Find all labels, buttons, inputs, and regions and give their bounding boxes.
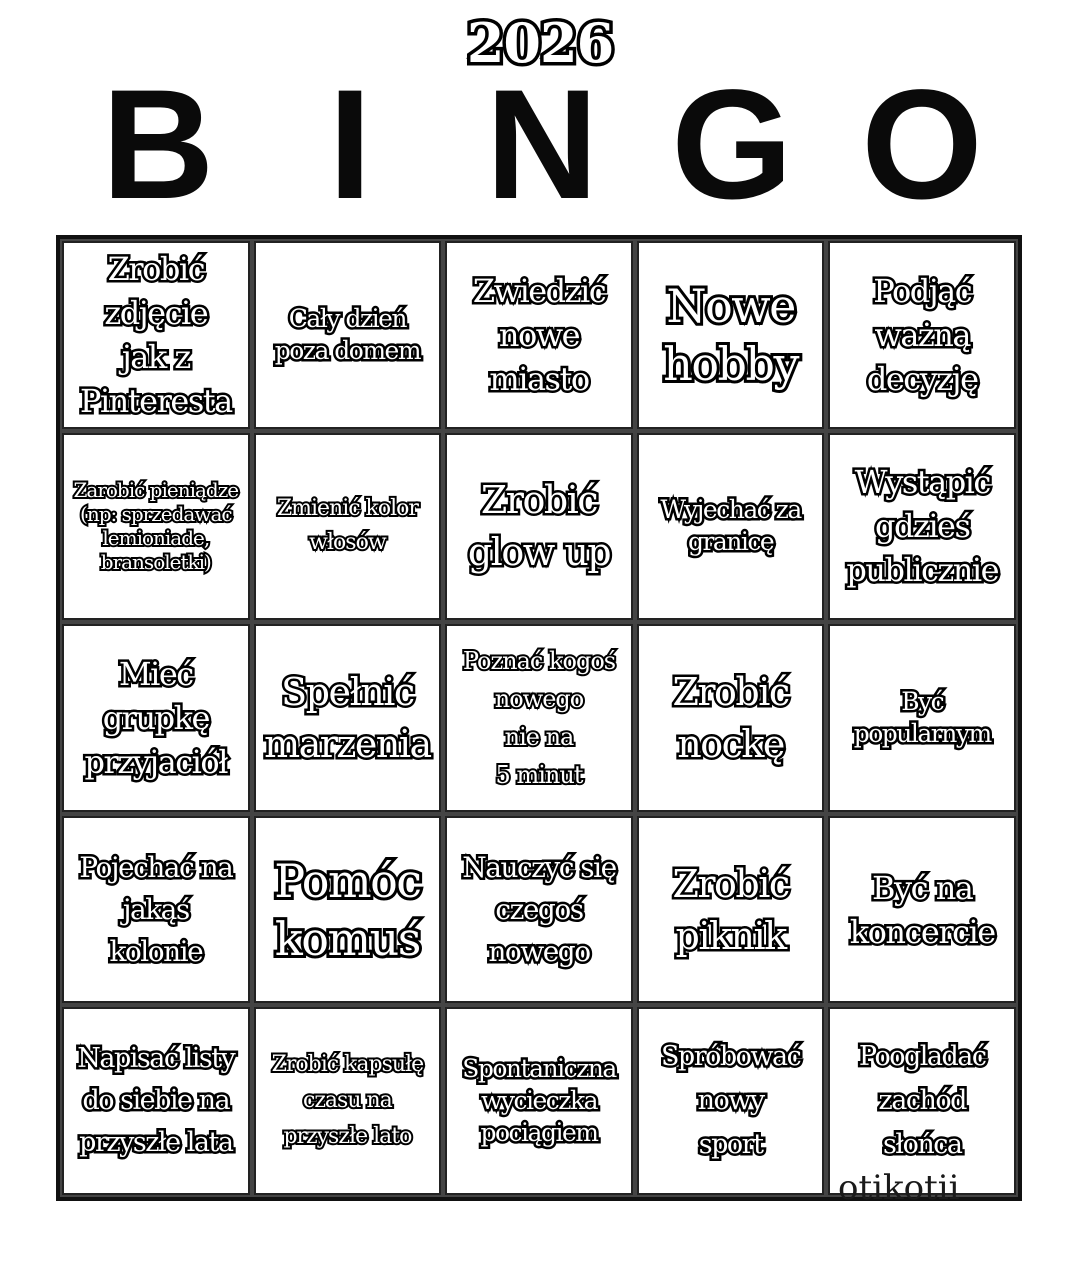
bingo-cell[interactable] [637,241,825,429]
bingo-cell-text: Zarobić pieniądze (np: sprzedawać lemioniade, bransoletki) [73,478,239,575]
bingo-cell-text: Nowe hobby [663,278,798,391]
bingo-cell[interactable] [62,241,250,429]
bingo-title [0,58,1080,232]
bingo-cell[interactable] [62,816,250,1004]
bingo-cell[interactable] [62,433,250,621]
bingo-cell-text: Poznać kogoś nowego nie na 5 minut [462,646,616,789]
bingo-cell[interactable] [254,241,442,429]
bingo-cell[interactable] [254,1007,442,1195]
bingo-cell-text: Spełnić marzenia [264,669,431,766]
bingo-cell[interactable] [445,1007,633,1195]
bingo-letter-n: N [485,58,599,232]
bingo-cell-text: Cały dzień poza domem [274,303,421,365]
bingo-cell-text: Zrobić piknik [672,861,789,958]
bingo-cell[interactable] [62,1007,250,1195]
bingo-cell-text: Spróbować nowy sport [660,1041,801,1161]
bingo-cell-text: Mieć grupkę przyjaciół [84,654,228,781]
bingo-cell-text: Zwiedzić nowe miasto [472,271,606,398]
bingo-cell-text: Zrobić zdjęcie jak z Pinteresta [79,249,232,420]
watermark-signature: otikotii [838,1168,960,1208]
bingo-cell[interactable] [254,816,442,1004]
bingo-cell[interactable] [637,816,825,1004]
bingo-cell[interactable] [828,816,1016,1004]
bingo-cell[interactable] [254,624,442,812]
bingo-cell-text: Poogladać zachód słońca [858,1041,986,1161]
bingo-cell[interactable] [637,433,825,621]
bingo-cell-text: Pojechać na jakąś kolonie [79,850,233,968]
bingo-cell-text: Zrobić glow up [467,478,611,575]
bingo-cell[interactable] [828,1007,1016,1195]
bingo-cell-text: Być popularnym [853,686,991,748]
bingo-cell[interactable] [445,624,633,812]
bingo-letter-o: O [861,58,983,232]
bingo-letter-g: G [671,58,793,232]
bingo-grid [56,235,1022,1201]
bingo-letter-i: I [328,58,372,232]
bingo-cell[interactable] [637,624,825,812]
bingo-cell-text: Spontaniczna wycieczka pociągiem [462,1054,616,1148]
bingo-cell[interactable] [254,433,442,621]
year-heading: 2026 [466,11,614,75]
bingo-cell[interactable] [828,624,1016,812]
bingo-cell-text: Pomóc komuś [274,853,421,966]
bingo-cell-text: Nauczyć się czegoś nowego [462,850,616,968]
bingo-cell[interactable] [445,433,633,621]
bingo-letter-b: B [101,58,215,232]
bingo-cell[interactable] [445,241,633,429]
bingo-cell[interactable] [828,433,1016,621]
bingo-cell-text: Wyjechać za granicę [660,495,801,557]
bingo-cell-text: Podjąć ważną decyzję [866,271,978,398]
bingo-cell[interactable] [445,816,633,1004]
bingo-cell-text: Zmienić kolor włosów [276,496,418,556]
bingo-cell-text: Być na koncercie [849,868,995,951]
bingo-cell[interactable] [637,1007,825,1195]
bingo-cell[interactable] [828,241,1016,429]
bingo-cell-text: Wystąpić gdzieś publicznie [846,463,998,590]
bingo-cell-text: Zrobić kapsułę czasu na przyszłe lato [271,1052,424,1150]
bingo-cell-text: Napisać listy do siebie na przyszłe lata [77,1043,235,1159]
bingo-cell-text: Zrobić nockę [672,669,789,766]
bingo-cell[interactable] [62,624,250,812]
